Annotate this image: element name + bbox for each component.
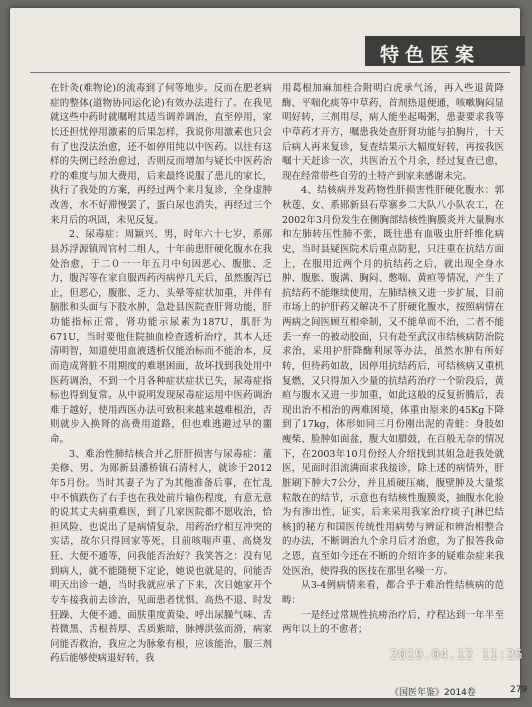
left-paragraph: 3、难治性肺结核合并乙肝肝损害与尿毒症：董美修、男、为郧新县潘桥镇石清村人，就诊于2012年5月份。当时其妻子为了为其他准备后事，在忙乱中不慎跌伤了右手也在我处前片输伤程度，有意无意的说其丈夫病重难医，到了几家医院都不愿收治，恰担风险、也说出了是病情复杂，用药治疗相互冲突的实话，故尔只得回家等死，目前咳喘声重、高烧发狂、大便不通等，问我能否治好？我笑答之：没有见到病人，就不能随便下定论，她说也就是的，问能否明天出诊一趟，当时我就应承了下来，次日她家开个专车接我前去诊治，见面患者忧惧、高热不退、时发狂躁、大便不通、面肤重度黄染、呼出尿臊气味、舌苔微黑、舌根苔厚、舌质紫暗，脉搏洪弦而滑，病家问能否救治，我应之为脉象有根，应该能治，服三剂药后能够使病退好转，我 <box>50 448 272 665</box>
right-column <box>282 82 504 638</box>
page-number: 279 <box>510 685 528 695</box>
photo-timestamp: 2019.04.12 11:26 <box>390 648 524 663</box>
right-paragraph: 4、结核病并发药物性肝损害性肝硬化腹水：郭秋莲、女、系郧新县石草寨乡二大队八小队农工，在2002年3月份发生在侧胸部结核性胸膜炎并大量胸水和左肺转压性肺不张，既往患有血吸虫肝纤维化病史，当时县疑医院术后重点防犯，只注重在抗结方面上，在服用近两个月的抗结药之后，就出现全身水肿、腹胀、腹满、胸闷、憋喘、黄疸等情况，产生了抗结药不能继续使用，左肺结核又进一步扩展，目前市场上的护肝药又解决不了肝硬化腹水，按照病情在两病之间医顾互相牵制，又不能单而不治，二者不能丢一弃一的被动胶面，只有赴至武汉市结核病防治院求治，采用护肝降酶利尿等办法，虽然水肿有所好转，但待药如故，因停用抗结药后，可结核病又重机复燃，又只得加入少量的抗结药治疗一个阶段后，黄疸与腹水又进一步加重，如此这般的反复折腾后，表现出治不相治的两难困境，体重由原来的45Kg下降到了17kg，体形如同三月份刚出泥的青蛙：身肢如瘦柴、脸肿如面盆，腹大如腊鼓，在百般无奈的情况下，在2003年10月份经人介绍找到其姐急赶我处就医，见面时泪流满面求我接诊，除上述的病情外，肝脏刷下肿大7公分，并且质硬压痛，腹壁肿及大量浆粒散在的结节，示意也有结核性腹膜炎，抽腹水化验为有渗出性，证实，后来采用我家治疗痰子[淋巴结核]的秘方和国医传统性用病势与辨证和辨治相整合的办法，不断调治九个余月后才治愈，为了报答我命之恩，直至如今还在不断的介绍许多的疑难杂症来我处医治，使得我的医技在那里名噪一方。 <box>282 185 504 577</box>
left-paragraph: 在针灸(难物论)的流毒到了何等地步。反而在肥老病症的整体(道物协同运化论)有效办法进行了。在我见就这些中药时就嘱咐其适当调养调治，直至停用，家长还担忧停用激素的后果怎样，我说你用激素也只会有了也没法治愈，还不如停用纯以中医药。以往有这样的失例已经治愈过，否则反而增加与疑长中医药治疗的难度与加大费用，后来最终说服了患儿的家长，执行了我处的方案，再经过两个来月复诊，全身虚肿改善，水不好滞慢罢了，蛋白尿也消失，再经过三个来月后的巩固，未见反复。 <box>50 83 272 226</box>
right-paragraph: 一是经过常规性抗痨治疗后，疗程达到一年半至两年以上的不愈者； <box>282 609 504 636</box>
right-paragraph: 用葛根加麻加桂合附明白虎承气汤，再入些退黄降酶、平喘化痰等中草药，首剂热退便通，咳嗽胸闷显明好转，三剂用尽，病人能坐起喝粥，患妻要求我等中草药才开方，嘱患我处查肝肾功能与拍胸片，十天后病人再来复诊，复查结果示大幅度好转，再按我医嘱十天赶诊一次，共医治五个月余，经过复查已愈，现在经常带些自劳的土特产到家来感谢未完。 <box>282 83 504 182</box>
magazine-page <box>10 8 528 698</box>
right-paragraph: 从3-4例病情来看，都合乎于难治性结核病的范畴： <box>282 580 504 606</box>
header-rule <box>30 72 510 73</box>
journal-footer: 《国医年鉴》2014卷 <box>390 688 476 698</box>
left-paragraph: 2、尿毒症：周颖兴、男，时年六十七岁，系郧县苏浮源镇周官村二组人，十年前患肝硬化腹水在我处治愈，于二０一一年五月中旬因恶心、腹胀、乏力，腹泻等在家自服西药丙病停几天后，虽然腹泻已止，但恶心，腹胀、乏力、头晕等症状加重，并伴有脑胀和头面与下肢水肿，急赴县医院查肝肾功能，肝功能指标正常，肾功能示尿素为187U，肌肝为671U，当时要他住院抽血检查透析治疗，其本人还清明智，知道使用血液透析仅能治标而不能治本，反而造成肾脏不用期度的难堪困面，故坏找到我处用中医药调治，不到一个月各种症状症状已失，尿毒症指标也得到复常。从中说明发现尿毒症运用中医药调治难于越好，使用西医办法可致积来越来越难根治，否则就步入换肾的高费用道路，但也难逃避过早的噩命。 <box>50 229 272 445</box>
section-title: 特色医案 <box>380 44 481 66</box>
left-column <box>50 82 272 667</box>
